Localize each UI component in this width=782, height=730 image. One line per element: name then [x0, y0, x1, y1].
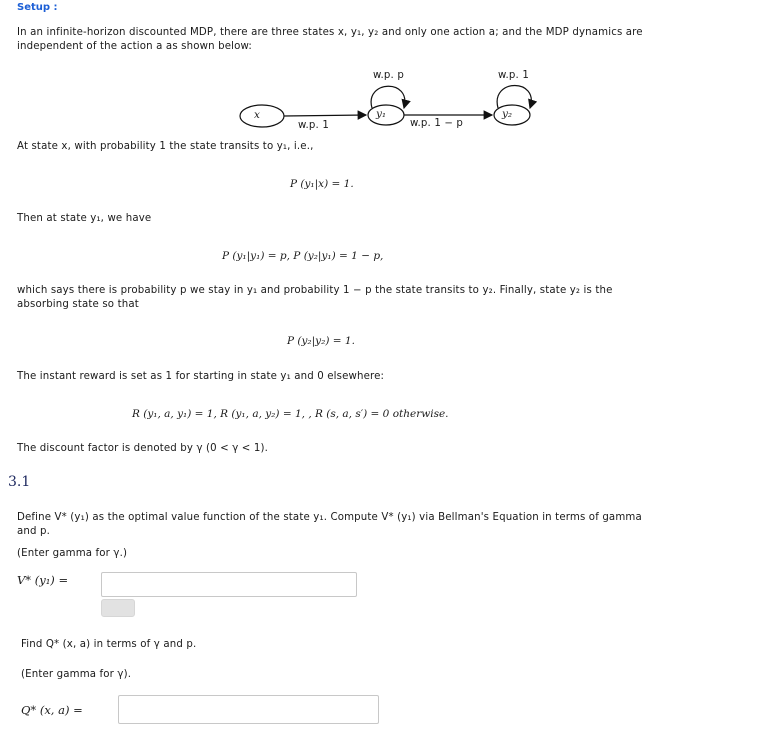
answer-1-field[interactable]: [101, 572, 357, 597]
question-1-line-2: and p.: [17, 526, 51, 537]
answer-1-label: V* (y₁) =: [17, 573, 69, 587]
question-1-hint: (Enter gamma for γ.): [17, 548, 128, 559]
equation-y1: P (y₁|y₁) = p, P (y₂|y₁) = 1 − p,: [222, 250, 384, 262]
discount-text: The discount factor is denoted by γ (0 < γ < 1).: [17, 443, 269, 454]
label-wp-p: w.p. p: [373, 70, 404, 81]
label-wp-1-bottom: w.p. 1: [298, 120, 329, 131]
question-2-hint: (Enter gamma for γ).: [21, 669, 132, 680]
label-wp-1-minus-p: w.p. 1 − p: [410, 118, 464, 129]
question-1-line-1: Define V* (y₁) as the optimal value function of the state y₁. Compute V* (y₁) via Bellman's Equation in terms of gamma: [17, 512, 642, 523]
equation-x: P (y₁|x) = 1.: [290, 178, 354, 190]
state-x-text: At state x, with probability 1 the state transits to y₁, i.e.,: [17, 141, 314, 152]
setup-heading: Setup :: [17, 2, 58, 13]
equation-reward: R (y₁, a, y₁) = 1, R (y₁, a, y₂) = 1, , R (s, a, s′) = 0 otherwise.: [132, 408, 449, 420]
question-2-text: Find Q* (x, a) in terms of γ and p.: [21, 639, 197, 650]
which-line-2: absorbing state so that: [17, 299, 139, 310]
symbol-button[interactable]: [101, 599, 135, 617]
answer-2-label: Q* (x, a) =: [21, 703, 83, 717]
then-text: Then at state y₁, we have: [17, 213, 152, 224]
node-y2-label: y₂: [502, 108, 513, 120]
edge-x-to-y1: [284, 115, 366, 116]
node-x-label: x: [254, 109, 260, 121]
node-y1-label: y₁: [376, 108, 387, 120]
equation-y2: P (y₂|y₂) = 1.: [287, 335, 355, 347]
section-number: 3.1: [8, 474, 31, 490]
intro-line-2: independent of the action a as shown below:: [17, 41, 252, 52]
label-wp-1-top: w.p. 1: [498, 70, 529, 81]
answer-2-field[interactable]: [118, 695, 379, 724]
intro-line-1: In an infinite-horizon discounted MDP, there are three states x, y₁, y₂ and only one action a; and the MDP dynamics are: [17, 27, 643, 38]
which-line-1: which says there is probability p we stay in y₁ and probability 1 − p the state transits to y₂. Finally, state y₂ is the: [17, 285, 613, 296]
node-x-circle: [240, 105, 284, 127]
reward-text: The instant reward is set as 1 for starting in state y₁ and 0 elsewhere:: [17, 371, 385, 382]
